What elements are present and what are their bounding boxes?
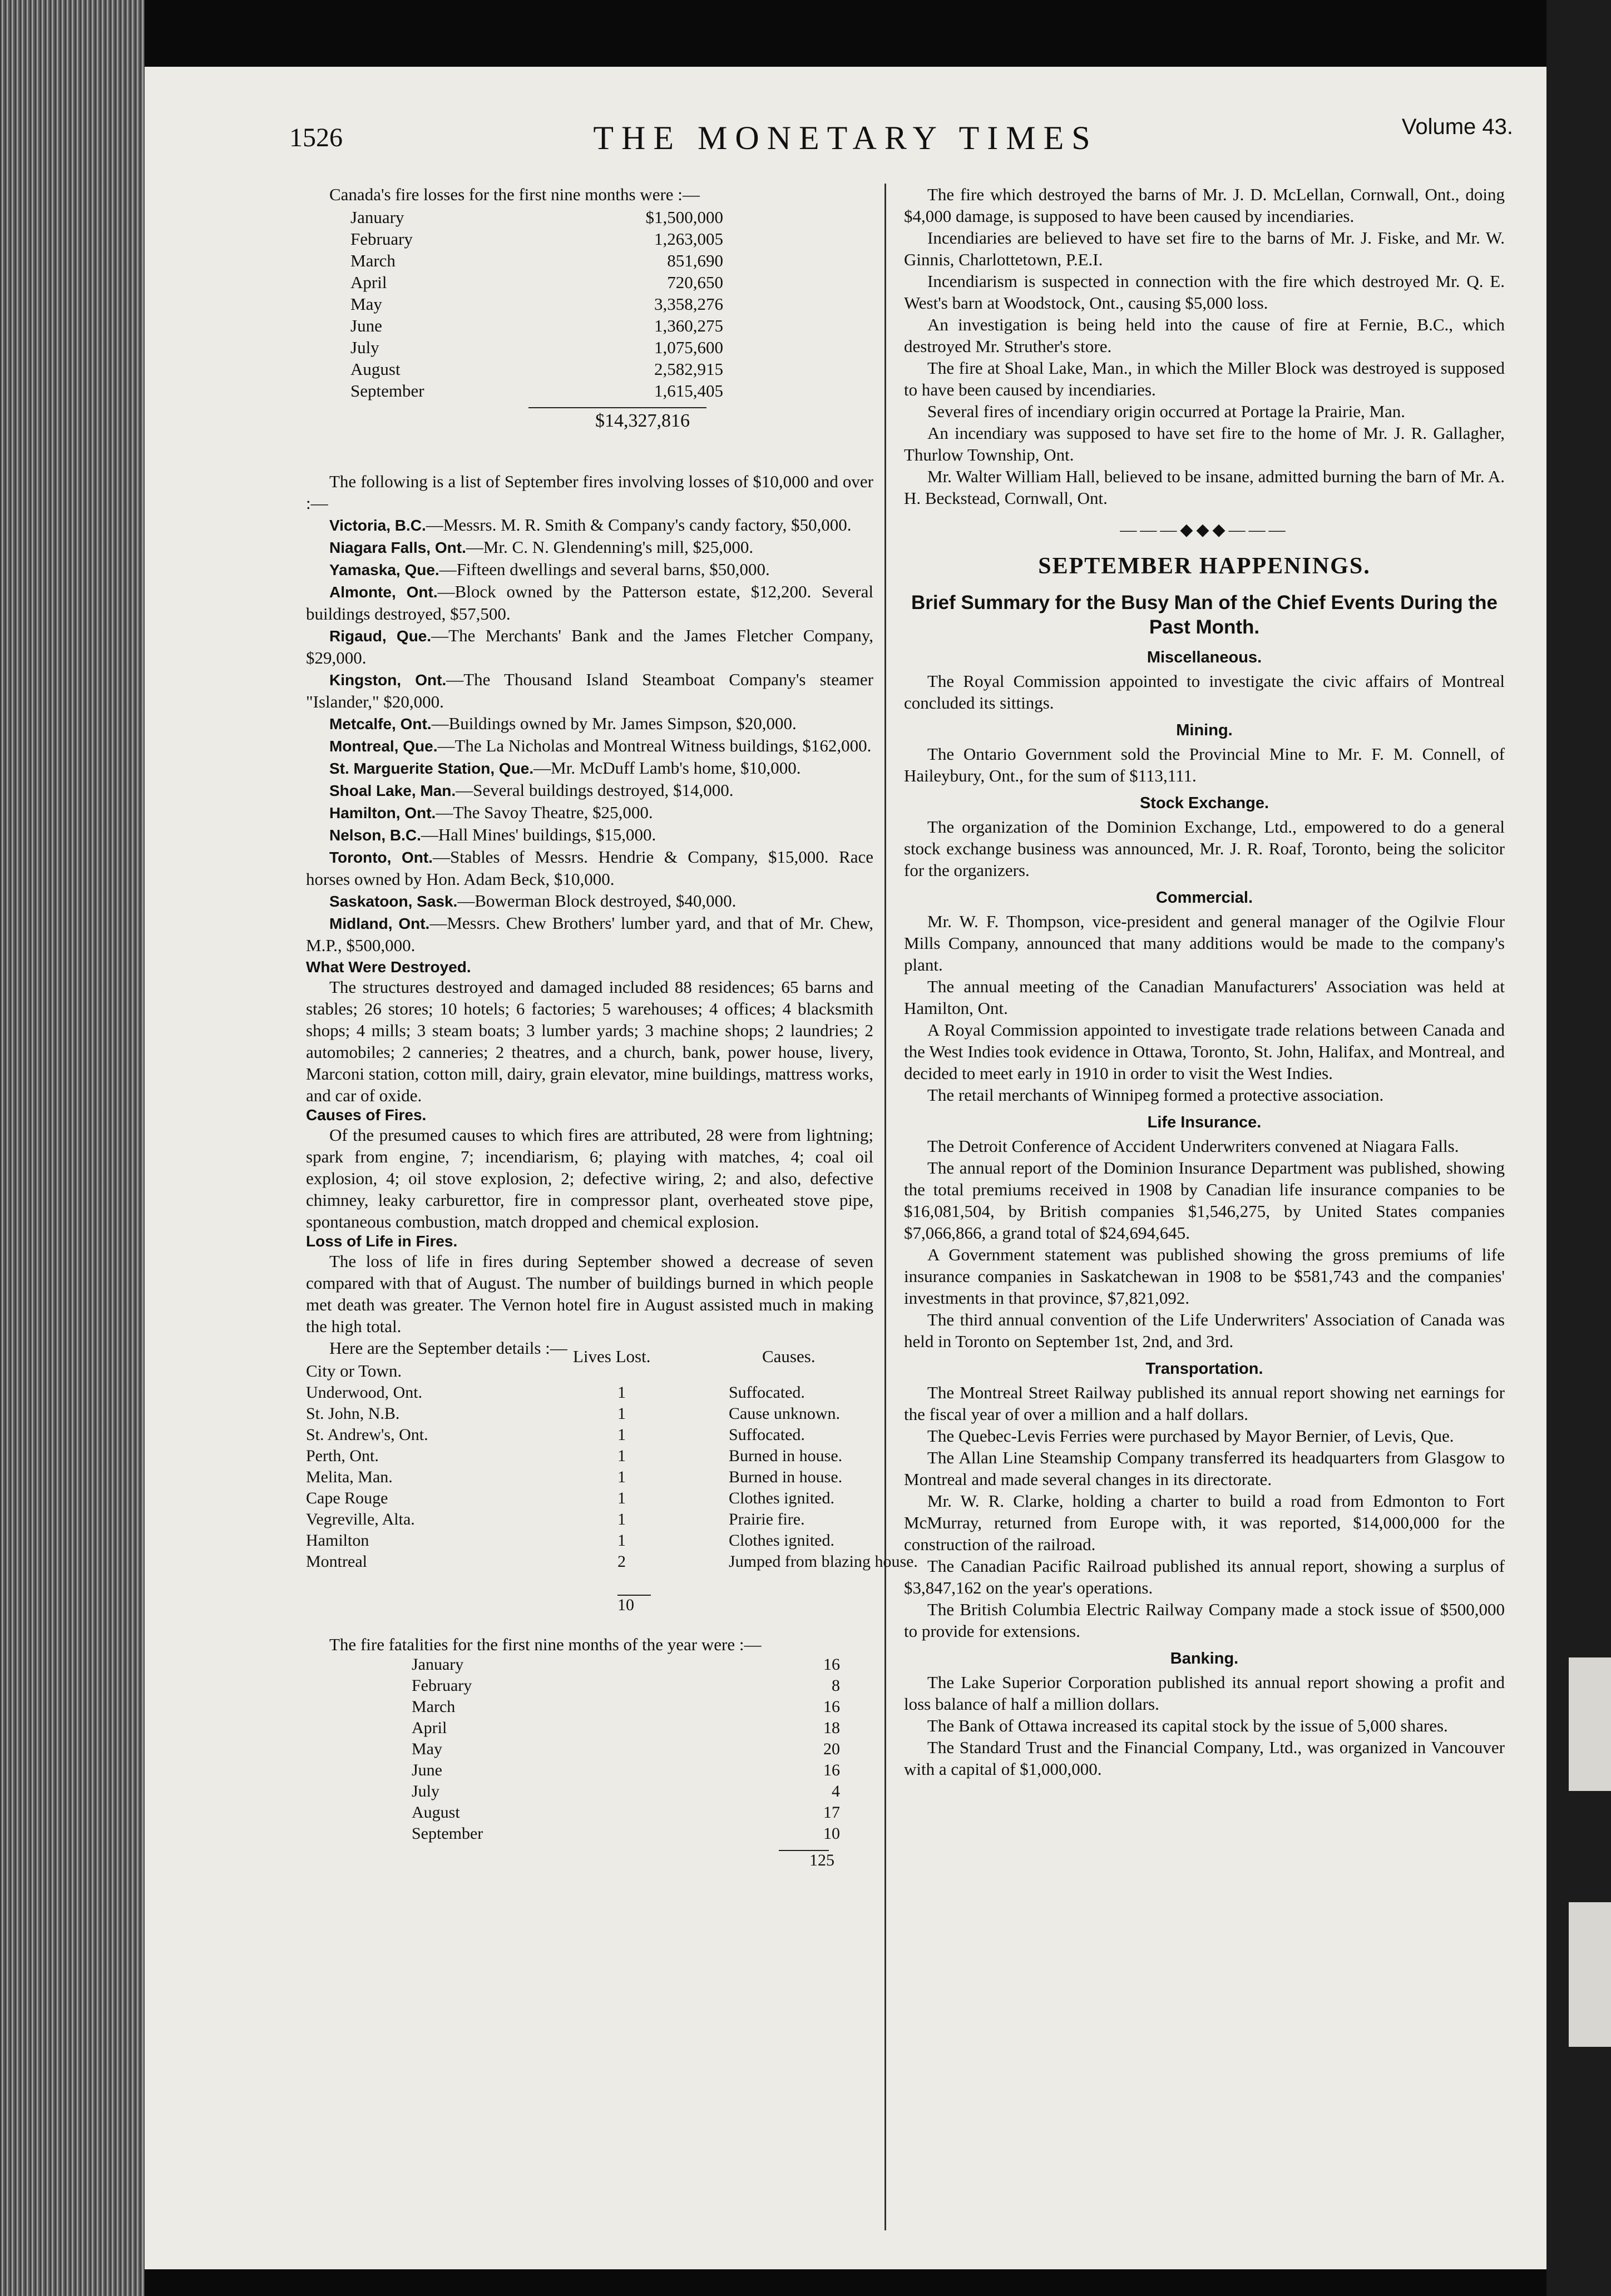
fatality-count: 16 bbox=[823, 1655, 840, 1674]
left-column bbox=[306, 184, 918, 1870]
loss-month: April bbox=[350, 273, 387, 292]
fire-losses-table bbox=[350, 207, 873, 403]
fire-description: —Messrs. Chew Brothers' lumber yard, and that of Mr. Chew, M.P., $500,000. bbox=[306, 913, 873, 955]
detail-row bbox=[306, 1468, 873, 1489]
page-tab-marker bbox=[1569, 1902, 1611, 2047]
mining-paragraphs bbox=[904, 743, 1505, 786]
fatality-month: March bbox=[412, 1698, 456, 1716]
paragraph: Incendiarism is suspected in connection with the fire which destroyed Mr. Q. E. West's barn at Woodstock, Ont., causing $5,000 loss. bbox=[904, 271, 1505, 313]
fatality-month: January bbox=[412, 1655, 464, 1674]
fire-entry bbox=[306, 669, 873, 712]
fatality-row bbox=[412, 1824, 873, 1845]
fire-description: —The La Nicholas and Montreal Witness buildings, $162,000. bbox=[437, 736, 872, 755]
fire-entry bbox=[306, 757, 873, 779]
fatality-row bbox=[412, 1803, 873, 1824]
details-header-causes: Causes. bbox=[762, 1347, 816, 1366]
detail-row bbox=[306, 1489, 873, 1510]
detail-place: Perth, Ont. bbox=[306, 1447, 379, 1465]
fire-entry bbox=[306, 779, 873, 801]
fire-location: Rigaud, Que. bbox=[329, 627, 432, 645]
fatality-count: 4 bbox=[832, 1782, 840, 1800]
detail-cause: Suffocated. bbox=[729, 1426, 805, 1444]
detail-lives: 1 bbox=[617, 1510, 626, 1528]
paragraph: The British Columbia Electric Railway Company made a stock issue of $500,000 to provide for extensions. bbox=[904, 1600, 1505, 1641]
detail-row bbox=[306, 1531, 873, 1552]
fatality-month: July bbox=[412, 1782, 440, 1800]
fire-entry bbox=[306, 581, 873, 625]
loss-amount: 851,690 bbox=[667, 251, 723, 270]
fire-location: Hamilton, Ont. bbox=[329, 804, 436, 822]
detail-place: St. John, N.B. bbox=[306, 1404, 400, 1423]
paragraph: The Allan Line Steamship Company transferred its headquarters from Glasgow to Montreal and made several changes in its directorate. bbox=[904, 1448, 1505, 1489]
paragraph: The third annual convention of the Life Underwriters' Association of Canada was held in Toronto on September 1st, 2nd, and 3rd. bbox=[904, 1310, 1505, 1351]
fire-location: Shoal Lake, Man. bbox=[329, 782, 456, 799]
detail-cause: Clothes ignited. bbox=[729, 1531, 834, 1550]
transportation-heading: Transportation. bbox=[1145, 1360, 1263, 1378]
loss-month: September bbox=[350, 381, 424, 400]
fatality-count: 16 bbox=[823, 1698, 840, 1716]
losses-intro: Canada's fire losses for the first nine months were :— bbox=[329, 185, 700, 204]
page-number: 1526 bbox=[289, 123, 343, 152]
mining-heading: Mining. bbox=[1176, 721, 1233, 739]
fatality-month: May bbox=[412, 1740, 442, 1758]
fire-entry bbox=[306, 890, 873, 912]
paragraph: The Lake Superior Corporation published its annual report showing a profit and loss balance of half a million dollars. bbox=[904, 1672, 1505, 1714]
incendiary-paragraphs bbox=[904, 184, 1505, 509]
paragraph: Incendiaries are believed to have set fire to the barns of Mr. J. Fiske, and Mr. W. Ginnis, Charlottetown, P.E.I. bbox=[904, 228, 1505, 269]
fire-entry bbox=[306, 712, 873, 735]
detail-place: Cape Rouge bbox=[306, 1489, 388, 1507]
detail-cause: Jumped from blazing house. bbox=[729, 1552, 918, 1571]
loss-month: June bbox=[350, 316, 382, 335]
fatality-row bbox=[412, 1782, 873, 1803]
paragraph: Mr. W. F. Thompson, vice-president and general manager of the Ogilvie Flour Mills Company, announced that many additions would be made to the company's plant. bbox=[904, 912, 1505, 974]
loss-of-life-paragraph: The loss of life in fires during September showed a decrease of seven compared with that of August. The number of buildings burned in which people met death was greater. The Vernon hotel fire in August assisted much in making the high total. bbox=[306, 1251, 873, 1336]
fatalities-intro: The fire fatalities for the first nine months of the year were :— bbox=[329, 1635, 762, 1654]
volume-label: Volume 43. bbox=[1401, 115, 1513, 139]
loss-amount: 1,615,405 bbox=[654, 381, 723, 400]
loss-month: July bbox=[350, 338, 379, 357]
fire-entry bbox=[306, 801, 873, 824]
loss-amount: 720,650 bbox=[667, 273, 723, 292]
paragraph: The Royal Commission appointed to investigate the civic affairs of Montreal concluded its sittings. bbox=[904, 671, 1505, 712]
banking-heading: Banking. bbox=[1170, 1650, 1239, 1667]
fire-list bbox=[306, 514, 873, 956]
detail-cause: Prairie fire. bbox=[729, 1510, 805, 1528]
detail-place: St. Andrew's, Ont. bbox=[306, 1426, 428, 1444]
loss-row bbox=[350, 207, 873, 229]
loss-amount: 1,075,600 bbox=[654, 338, 723, 357]
right-column bbox=[904, 184, 1505, 1780]
fatality-row bbox=[412, 1698, 873, 1719]
fire-location: Midland, Ont. bbox=[329, 915, 430, 932]
loss-row bbox=[350, 229, 873, 251]
destroyed-paragraph: The structures destroyed and damaged included 88 residences; 65 barns and stables; 26 stores; 10 hotels; 6 factories; 5 warehouses; 4 offices; 4 blacksmith shops; 4 mills; 3 steam boats; 3 lumber yards; 3 machine shops; 2 laundries; 2 automobiles; 2 canneries; 2 theatres, and a church, bank, power house, livery, Marconi station, cotton mill, dairy, grain elevator, mine buildings, mattress works, and car of oxide. bbox=[306, 977, 873, 1105]
fire-description: —Fifteen dwellings and several barns, $50,000. bbox=[439, 560, 770, 579]
fatality-month: June bbox=[412, 1761, 442, 1779]
fire-location: Montreal, Que. bbox=[329, 738, 438, 755]
life-insurance-heading: Life Insurance. bbox=[1147, 1114, 1262, 1131]
paragraph: An investigation is being held into the cause of fire at Fernie, B.C., which destroyed Mr. Struther's store. bbox=[904, 315, 1505, 356]
paragraph: The Quebec-Levis Ferries were purchased by Mayor Bernier, of Levis, Que. bbox=[927, 1426, 1454, 1446]
paragraph: The Standard Trust and the Financial Company, Ltd., was organized in Vancouver with a capital of $1,000,000. bbox=[904, 1738, 1505, 1779]
detail-cause: Burned in house. bbox=[729, 1468, 843, 1486]
fatalities-total: 125 bbox=[809, 1851, 834, 1869]
loss-row bbox=[350, 338, 873, 359]
fire-location: St. Marguerite Station, Que. bbox=[329, 760, 534, 777]
loss-amount: 1,360,275 bbox=[654, 316, 723, 335]
page-header bbox=[145, 111, 1546, 178]
fire-location: Metcalfe, Ont. bbox=[329, 715, 432, 733]
detail-cause: Cause unknown. bbox=[729, 1404, 840, 1423]
loss-row bbox=[350, 381, 873, 403]
detail-row bbox=[306, 1447, 873, 1468]
detail-row bbox=[306, 1426, 873, 1447]
commercial-heading: Commercial. bbox=[1155, 889, 1253, 907]
paragraph: The Bank of Ottawa increased its capital stock by the issue of 5,000 shares. bbox=[927, 1716, 1448, 1735]
fires-intro: The following is a list of September fires involving losses of $10,000 and over :— bbox=[306, 472, 873, 513]
detail-lives: 1 bbox=[617, 1489, 626, 1507]
detail-place: Melita, Man. bbox=[306, 1468, 393, 1486]
paragraph: The Ontario Government sold the Provincial Mine to Mr. F. M. Connell, of Haileybury, Ont., for the sum of $113,111. bbox=[904, 744, 1505, 785]
fatality-row bbox=[412, 1761, 873, 1782]
loss-amount: 2,582,915 bbox=[654, 359, 723, 379]
paragraph: A Government statement was published showing the gross premiums of life insurance companies in Saskatchewan in 1908 to be $581,743 and the companies' investments in that province, $7,821,092. bbox=[904, 1245, 1505, 1308]
fire-location: Yamaska, Que. bbox=[329, 561, 439, 578]
detail-place: Vegreville, Alta. bbox=[306, 1510, 415, 1528]
fatality-count: 10 bbox=[823, 1824, 840, 1843]
section-deck: Brief Summary for the Busy Man of the Chief Events During the Past Month. bbox=[911, 592, 1498, 638]
commercial-paragraphs bbox=[904, 911, 1505, 1106]
detail-row bbox=[306, 1383, 873, 1404]
detail-row bbox=[306, 1404, 873, 1426]
loss-month: January bbox=[350, 207, 404, 227]
loss-month: February bbox=[350, 229, 413, 249]
magazine-page bbox=[145, 67, 1546, 2269]
stock-heading: Stock Exchange. bbox=[1139, 794, 1269, 812]
paragraph: The Montreal Street Railway published its annual report showing net earnings for the fiscal year of over a million and a half dollars. bbox=[904, 1383, 1505, 1424]
fire-description: —Bowerman Block destroyed, $40,000. bbox=[457, 891, 737, 911]
losses-total: $14,327,816 bbox=[595, 410, 690, 431]
loss-row bbox=[350, 251, 873, 273]
details-intro: Here are the September details :— bbox=[329, 1338, 567, 1358]
fire-description: —Mr. McDuff Lamb's home, $10,000. bbox=[533, 758, 801, 778]
causes-heading: Causes of Fires. bbox=[306, 1106, 427, 1124]
paragraph: The Detroit Conference of Accident Underwriters convened at Niagara Falls. bbox=[927, 1136, 1459, 1156]
fire-location: Toronto, Ont. bbox=[329, 849, 433, 866]
fire-entry bbox=[306, 514, 873, 536]
details-table bbox=[306, 1383, 918, 1595]
fire-entry bbox=[306, 735, 873, 757]
detail-lives: 1 bbox=[617, 1426, 626, 1444]
detail-lives: 1 bbox=[617, 1531, 626, 1550]
loss-of-life-heading: Loss of Life in Fires. bbox=[306, 1233, 458, 1250]
detail-row bbox=[306, 1510, 873, 1531]
paragraph: The annual meeting of the Canadian Manufacturers' Association was held at Hamilton, Ont. bbox=[904, 977, 1505, 1018]
loss-row bbox=[350, 294, 873, 316]
fire-entry bbox=[306, 625, 873, 669]
fire-location: Almonte, Ont. bbox=[329, 583, 438, 601]
fire-description: —Mr. C. N. Glendenning's mill, $25,000. bbox=[466, 537, 754, 557]
detail-lives: 1 bbox=[617, 1468, 626, 1486]
fatality-count: 17 bbox=[823, 1803, 840, 1822]
causes-paragraph: Of the presumed causes to which fires are attributed, 28 were from lightning; spark from engine, 7; incendiarism, 6; playing with matches, 4; coal oil explosion, 4; oil stove explosion, 2; defective wiring, 2; and also, defective chimney, leaky carburettor, fire in compressor plant, overheated stove pipe, spontaneous combustion, match dropped and chemical explosion. bbox=[306, 1125, 873, 1231]
fire-description: —Several buildings destroyed, $14,000. bbox=[456, 780, 734, 800]
details-total: 10 bbox=[617, 1596, 634, 1614]
detail-place: Montreal bbox=[306, 1552, 367, 1571]
fatality-count: 8 bbox=[832, 1676, 840, 1695]
paragraph: Mr. Walter William Hall, believed to be insane, admitted burning the barn of Mr. A. H. Beckstead, Cornwall, Ont. bbox=[904, 467, 1505, 508]
fire-description: —Block owned by the Patterson estate, $12,200. Several buildings destroyed, $57,500. bbox=[306, 582, 873, 624]
loss-amount: 3,358,276 bbox=[654, 294, 723, 314]
fatality-month: August bbox=[412, 1803, 460, 1822]
banking-paragraphs bbox=[904, 1671, 1505, 1780]
fire-entry bbox=[306, 536, 873, 558]
loss-month: March bbox=[350, 251, 396, 270]
misc-heading: Miscellaneous. bbox=[1147, 649, 1262, 666]
fire-entry bbox=[306, 846, 873, 890]
fire-location: Victoria, B.C. bbox=[329, 517, 426, 534]
paragraph: The fire which destroyed the barns of Mr. J. D. McLellan, Cornwall, Ont., doing $4,000 damage, is supposed to have been caused by incendiaries. bbox=[904, 185, 1505, 226]
loss-amount: 1,263,005 bbox=[654, 229, 723, 249]
loss-amount: $1,500,000 bbox=[645, 207, 723, 227]
loss-row bbox=[350, 273, 873, 294]
detail-lives: 1 bbox=[617, 1383, 626, 1402]
scanner-background-strip bbox=[1546, 0, 1611, 2296]
fire-description: —Messrs. M. R. Smith & Company's candy factory, $50,000. bbox=[426, 515, 852, 535]
loss-month: August bbox=[350, 359, 401, 379]
paragraph: The Canadian Pacific Railroad published its annual report, showing a surplus of $3,847,162 on the year's operations. bbox=[904, 1556, 1505, 1597]
journal-title: THE MONETARY TIMES bbox=[593, 120, 1098, 156]
book-page-edges bbox=[0, 0, 145, 2296]
fatality-row bbox=[412, 1719, 873, 1740]
destroyed-heading: What Were Destroyed. bbox=[306, 958, 471, 976]
fatality-month: April bbox=[412, 1719, 447, 1737]
fatality-month: September bbox=[412, 1824, 483, 1843]
detail-place: Underwood, Ont. bbox=[306, 1383, 423, 1402]
fire-description: —The Savoy Theatre, $25,000. bbox=[436, 803, 653, 822]
fatalities-table bbox=[306, 1655, 873, 1845]
fire-description: —Hall Mines' buildings, $15,000. bbox=[421, 825, 656, 844]
fire-location: Nelson, B.C. bbox=[329, 827, 421, 844]
details-header-place: City or Town. bbox=[306, 1361, 402, 1380]
fatality-row bbox=[412, 1740, 873, 1761]
losses-sum-rule bbox=[528, 407, 706, 408]
fatality-count: 18 bbox=[823, 1719, 840, 1737]
detail-lives: 1 bbox=[617, 1447, 626, 1465]
detail-cause: Burned in house. bbox=[729, 1447, 843, 1465]
misc-paragraphs bbox=[904, 670, 1505, 714]
fatality-count: 20 bbox=[823, 1740, 840, 1758]
paragraph: The fire at Shoal Lake, Man., in which the Miller Block was destroyed is supposed to have been caused by incendiaries. bbox=[904, 358, 1505, 399]
details-header-lives: Lives Lost. bbox=[573, 1347, 651, 1366]
fatality-count: 16 bbox=[823, 1761, 840, 1779]
stock-paragraphs bbox=[904, 816, 1505, 881]
section-title: SEPTEMBER HAPPENINGS. bbox=[1038, 553, 1371, 579]
page-tab-marker bbox=[1569, 1657, 1611, 1791]
detail-cause: Suffocated. bbox=[729, 1383, 805, 1402]
detail-place: Hamilton bbox=[306, 1531, 369, 1550]
fire-description: —The Thousand Island Steamboat Company's steamer "Islander," $20,000. bbox=[306, 670, 874, 711]
fire-entry bbox=[306, 558, 873, 581]
fire-location: Niagara Falls, Ont. bbox=[329, 539, 466, 556]
paragraph: Mr. W. R. Clarke, holding a charter to build a road from Edmonton to Fort McMurray, returned from Europe with, it was reported, $14,000,000 for the construction of the railroad. bbox=[904, 1491, 1505, 1554]
fatality-row bbox=[412, 1676, 873, 1698]
detail-lives: 2 bbox=[617, 1552, 626, 1571]
detail-cause: Clothes ignited. bbox=[729, 1489, 834, 1507]
column-divider bbox=[884, 184, 886, 2230]
fire-description: —Buildings owned by Mr. James Simpson, $20,000. bbox=[431, 714, 797, 733]
fatality-row bbox=[412, 1655, 873, 1676]
transportation-paragraphs bbox=[904, 1382, 1505, 1642]
life-insurance-paragraphs bbox=[904, 1135, 1505, 1352]
paragraph: The retail merchants of Winnipeg formed a protective association. bbox=[927, 1085, 1384, 1105]
paragraph: The organization of the Dominion Exchange, Ltd., empowered to do a general stock exchange business was announced, Mr. J. R. Roaf, Toronto, being the solicitor for the organizers. bbox=[904, 817, 1505, 880]
detail-lives: 1 bbox=[617, 1404, 626, 1423]
fire-entry bbox=[306, 912, 873, 956]
ornamental-rule: ———◆◆◆——— bbox=[1120, 521, 1289, 539]
paragraph: The annual report of the Dominion Insurance Department was published, showing the total premiums received in 1908 by Canadian life insurance companies to be $16,081,504, by British companies $1,546,275, by United States companies $7,066,866, a grand total of $24,694,645. bbox=[904, 1158, 1505, 1243]
fire-description: —Stables of Messrs. Hendrie & Company, $15,000. Race horses owned by Hon. Adam Beck, $10,000. bbox=[306, 847, 873, 889]
loss-row bbox=[350, 316, 873, 338]
paragraph: Several fires of incendiary origin occurred at Portage la Prairie, Man. bbox=[927, 402, 1406, 421]
fire-description: —The Merchants' Bank and the James Fletcher Company, $29,000. bbox=[306, 626, 873, 667]
loss-row bbox=[350, 359, 873, 381]
detail-row bbox=[306, 1552, 918, 1595]
paragraph: An incendiary was supposed to have set fire to the home of Mr. J. R. Gallagher, Thurlow Township, Ont. bbox=[904, 423, 1505, 464]
fatality-month: February bbox=[412, 1676, 472, 1695]
fire-location: Kingston, Ont. bbox=[329, 671, 447, 689]
loss-month: May bbox=[350, 294, 382, 314]
paragraph: A Royal Commission appointed to investigate trade relations between Canada and the West Indies took evidence in Ottawa, Toronto, St. John, Halifax, and Montreal, and decided to meet early in 1910 in order to visit the West Indies. bbox=[904, 1020, 1505, 1083]
fire-entry bbox=[306, 824, 873, 846]
fire-location: Saskatoon, Sask. bbox=[329, 893, 458, 910]
